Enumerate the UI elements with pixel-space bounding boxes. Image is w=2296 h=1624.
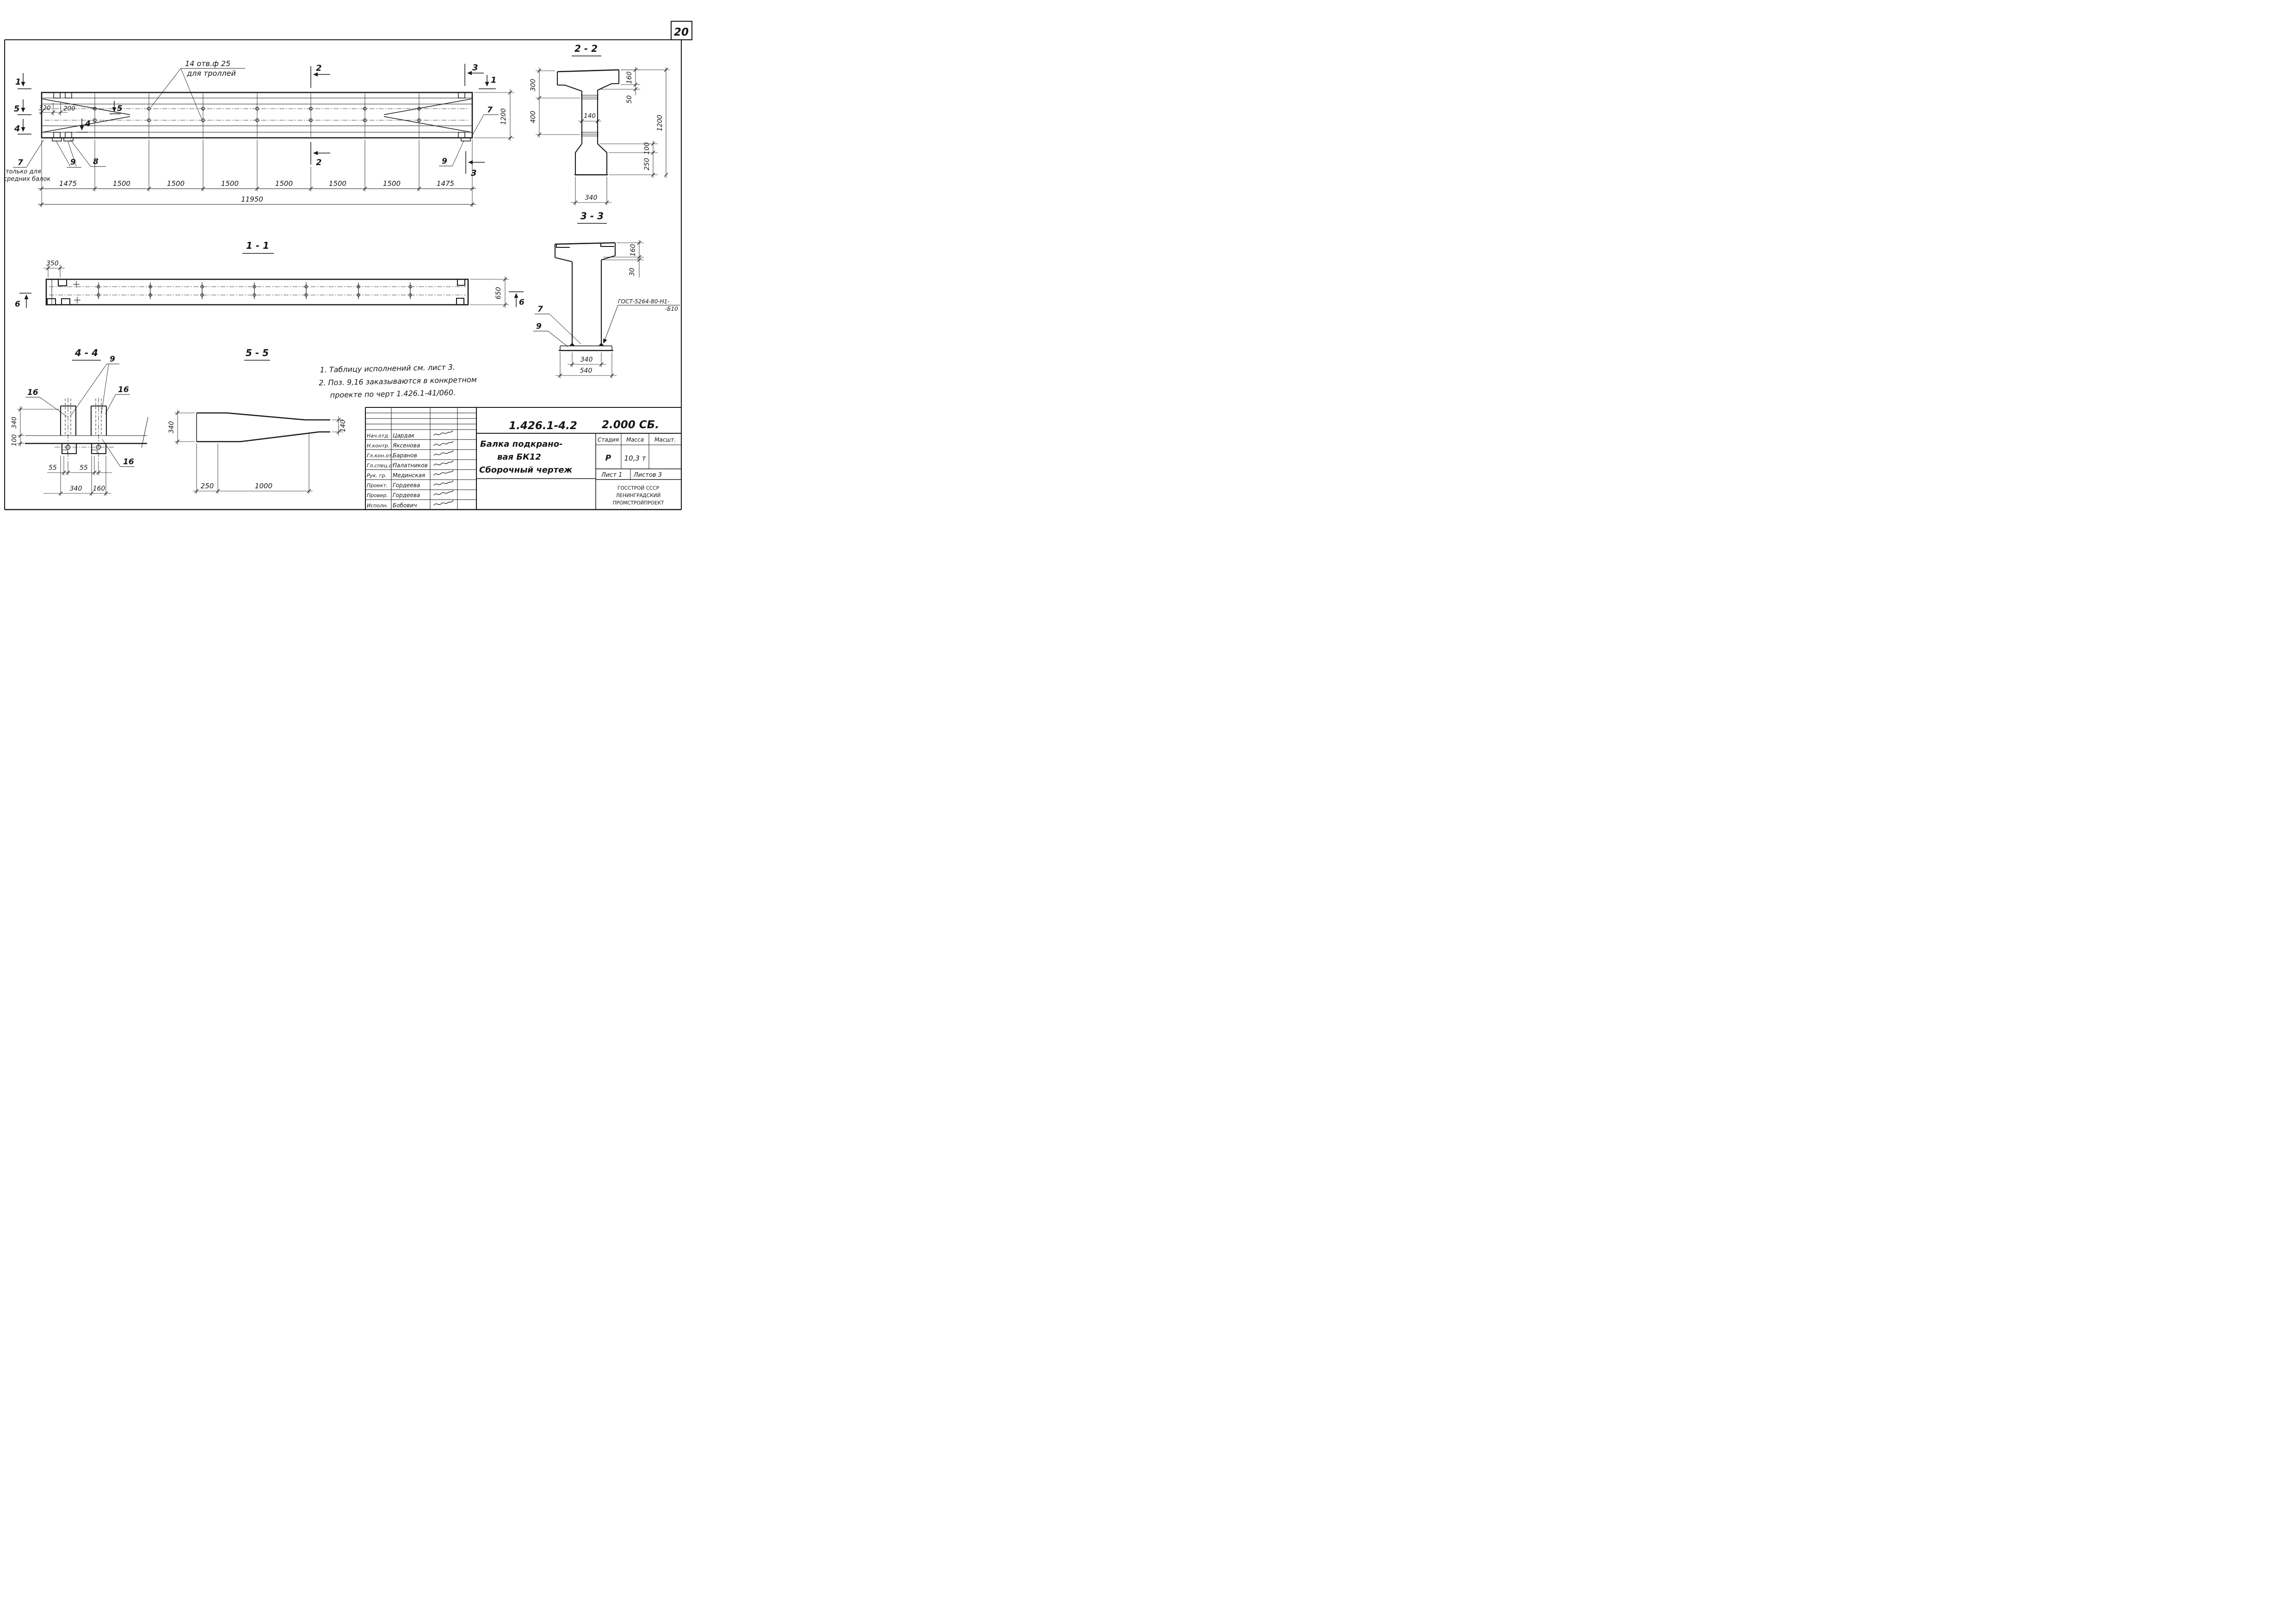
s33-dims-bottom xyxy=(555,352,617,378)
holes-note-line2: для троллей xyxy=(187,69,236,78)
revision-rows xyxy=(365,413,476,430)
marker-1-label: 1 xyxy=(15,77,21,87)
s55-dims-bottom xyxy=(193,434,313,494)
dim-100: 100 xyxy=(11,434,18,446)
signatures xyxy=(434,431,453,505)
plan-holes xyxy=(97,283,412,299)
cut-marker-6-right xyxy=(509,292,525,307)
note-line-2: 2. Поз. 9,16 заказываются в конкретном xyxy=(318,375,477,388)
staff-name: Баранов xyxy=(393,452,417,459)
sheet-cell: Лист 1 xyxy=(601,472,623,479)
pos-9-right xyxy=(439,141,464,166)
s44-dims-left xyxy=(11,406,59,447)
sheets-cell: Листов 3 xyxy=(634,472,662,479)
staff-name: Мединская xyxy=(393,472,426,479)
dim-segment: 1500 xyxy=(112,179,131,188)
drawing-sheet xyxy=(0,0,725,513)
cut-marker-2-top xyxy=(311,63,330,88)
station-lines xyxy=(95,93,419,137)
dim-total: 11950 xyxy=(241,195,263,203)
dim-650: 650 xyxy=(495,287,502,300)
dim-1000: 1000 xyxy=(254,482,273,490)
pos-7-label: 7 xyxy=(18,158,23,167)
weld-gost-line2: -Б10 xyxy=(665,306,678,312)
dim-650 xyxy=(470,277,509,308)
dim-1200-elevation xyxy=(474,89,514,141)
product-title xyxy=(479,439,573,475)
organization xyxy=(613,485,664,506)
document-number: 1.426.1-4.2 xyxy=(509,420,577,432)
dim-segment: 1500 xyxy=(383,179,401,188)
col-scale: Масшт. xyxy=(654,437,676,443)
staff-role: Рук. гр. xyxy=(367,473,387,479)
org-line1: ГОССТРОЙ СССР xyxy=(617,486,659,491)
pos-9-label: 9 xyxy=(442,157,447,166)
dim-140: 140 xyxy=(584,112,596,120)
pos-9-label: 9 xyxy=(70,158,76,167)
marker-1-label: 1 xyxy=(491,75,497,85)
pos-16-label: 16 xyxy=(118,385,129,394)
dim-55: 55 xyxy=(49,464,57,472)
marker-5-label: 5 xyxy=(14,104,20,114)
section-4-4-title: 4 - 4 xyxy=(74,347,99,358)
dim-250: 250 xyxy=(200,482,214,490)
dim-350 xyxy=(43,260,65,277)
s33-pos-labels xyxy=(533,305,581,347)
staff-name: Цардак xyxy=(393,432,415,439)
product-line1: Балка подкрано- xyxy=(480,439,563,449)
dim-segment: 1500 xyxy=(221,179,239,188)
cut-marker-2-bottom xyxy=(311,142,330,167)
pos-7-label: 7 xyxy=(487,105,493,115)
title-block xyxy=(365,407,681,510)
notes xyxy=(318,362,477,400)
dim-160: 160 xyxy=(626,71,633,84)
dim-400: 400 xyxy=(530,111,537,123)
weld-crosses xyxy=(73,281,80,303)
cut-marker-3-top xyxy=(465,63,484,86)
pos-16-label: 16 xyxy=(27,388,38,397)
pos-7-label: 7 xyxy=(537,305,543,314)
marker-5-label: 5 xyxy=(117,104,123,113)
staff-role: Нач.отд. xyxy=(367,433,390,439)
mass-value: 10,3 т xyxy=(624,454,646,462)
s33-weld-note xyxy=(604,298,680,343)
dim-540: 540 xyxy=(580,367,593,375)
cut-marker-1-right xyxy=(479,75,497,89)
marker-2-label: 2 xyxy=(316,158,322,167)
section-4-4 xyxy=(11,347,148,496)
org-line3: ПРОМСТРОЙПРОЕКТ xyxy=(612,500,664,506)
section-1-1 xyxy=(15,240,525,309)
section-2-2 xyxy=(530,43,670,205)
col-mass: Масса xyxy=(626,437,644,443)
page-number-box xyxy=(671,21,692,40)
holes-annotation xyxy=(151,59,245,119)
staff-name: Гордеева xyxy=(393,482,420,489)
weld-fillet xyxy=(599,343,604,346)
page-number: 20 xyxy=(673,26,689,38)
cut-marker-6-left xyxy=(15,293,31,309)
cut-marker-5-left xyxy=(14,99,31,115)
dim-200: 200 xyxy=(63,105,75,112)
product-line3: Сборочный чертеж xyxy=(479,465,573,475)
holes-note-line1: 14 отв.ф 25 xyxy=(185,59,231,68)
col-stage: Стадия xyxy=(597,437,619,443)
note-line-1: 1. Таблицу исполнений см. лист 3. xyxy=(320,363,455,375)
dim-340: 340 xyxy=(69,485,82,492)
cut-marker-4-left xyxy=(14,119,31,134)
s22-dims-right-top xyxy=(599,67,640,104)
beam-elevation xyxy=(4,59,514,207)
cut-marker-4-inner xyxy=(77,118,91,132)
product-line2: вая БК12 xyxy=(497,452,541,462)
dim-1200: 1200 xyxy=(656,115,664,131)
dim-140: 140 xyxy=(339,419,347,432)
pos-16-label: 16 xyxy=(123,457,134,467)
section-1-1-title: 1 - 1 xyxy=(246,240,270,251)
s44-dims-bottom xyxy=(43,455,112,496)
dim-250: 250 xyxy=(643,158,651,171)
s22-dims-right-bottom xyxy=(599,141,658,178)
marker-4-label: 4 xyxy=(14,124,20,134)
trolley-holes xyxy=(93,107,420,122)
dim-320: 320 xyxy=(39,105,51,112)
staff-role: Проект. xyxy=(367,482,388,489)
cut-marker-3-bottom xyxy=(466,151,485,178)
weld-fillet xyxy=(569,343,575,346)
dim-segment: 1500 xyxy=(328,179,347,188)
dim-340v: 340 xyxy=(11,417,18,429)
stage-value: Р xyxy=(605,454,611,463)
staff-role: Провер. xyxy=(367,492,388,498)
dim-segment: 1500 xyxy=(275,179,293,188)
dim-320-200 xyxy=(39,103,75,116)
document-code: 2.000 СБ. xyxy=(602,419,659,431)
end-details xyxy=(52,92,470,141)
section-3-3-title: 3 - 3 xyxy=(580,210,604,221)
staff-role: Н.контр. xyxy=(367,443,390,449)
dim-350: 350 xyxy=(46,260,59,267)
clamp-left xyxy=(61,399,76,454)
dimension-chain xyxy=(38,140,476,207)
sheet-frame xyxy=(5,21,692,510)
dim-160: 160 xyxy=(93,485,105,492)
dim-340: 340 xyxy=(580,356,593,363)
dim-340: 340 xyxy=(168,421,175,434)
staff-role: Гл.кон.от. xyxy=(367,453,394,459)
weld-gost-line1: ГОСТ-5264-80-Н1- xyxy=(618,298,670,305)
section-3-3 xyxy=(533,210,680,378)
staff-name: Яксенова xyxy=(393,442,420,449)
pos-9-label: 9 xyxy=(536,322,542,331)
cut-marker-1-left xyxy=(15,73,31,89)
s55-dim-340 xyxy=(168,410,195,445)
dim-340: 340 xyxy=(585,194,598,202)
note-only-for-line1: только для xyxy=(6,168,41,175)
marker-3-label: 3 xyxy=(472,63,478,73)
dim-segment: 1500 xyxy=(167,179,185,188)
pos-8-label: 8 xyxy=(93,157,99,166)
dim-300: 300 xyxy=(530,79,537,92)
dim-55: 55 xyxy=(80,464,88,472)
pos-labels-left xyxy=(4,140,106,183)
dim-segment: 1475 xyxy=(59,179,77,188)
clamp-right xyxy=(91,399,106,454)
section-2-2-title: 2 - 2 xyxy=(574,43,598,54)
staff-rows xyxy=(365,431,476,509)
dim-30: 30 xyxy=(629,268,636,276)
staff-role: Гл.спец.от. xyxy=(367,462,397,469)
s55-dim-140 xyxy=(332,416,347,436)
staff-name: Палатников xyxy=(393,462,428,469)
staff-name: Гордеева xyxy=(393,492,420,498)
beam-outline xyxy=(42,92,472,138)
pos-9-label: 9 xyxy=(110,355,115,364)
s33-dims-right xyxy=(603,240,644,277)
org-line2: ЛЕНИНГРАДСКИЙ xyxy=(616,493,661,498)
note-only-for-line2: средних балок xyxy=(4,176,51,183)
dim-50: 50 xyxy=(626,95,633,104)
staff-role: Исполн. xyxy=(367,503,388,509)
dim-segment: 1475 xyxy=(436,179,455,188)
s22-dims-left xyxy=(530,68,580,138)
marker-4-label: 4 xyxy=(85,119,91,129)
pos-7-right xyxy=(473,105,499,135)
staff-name: Бобович xyxy=(393,502,417,509)
marker-6-label: 6 xyxy=(519,298,525,307)
marker-6-label: 6 xyxy=(15,300,20,309)
section-5-5-title: 5 - 5 xyxy=(245,347,269,358)
marker-3-label: 3 xyxy=(471,168,477,178)
marker-2-label: 2 xyxy=(316,63,322,73)
dim-160: 160 xyxy=(630,244,637,257)
dim-1200: 1200 xyxy=(500,108,507,125)
s44-pos-labels xyxy=(25,355,135,467)
cut-marker-5-inner xyxy=(110,101,123,114)
note-line-3: проекте по черт 1.426.1-41/060. xyxy=(330,388,456,400)
s22-dim-340 xyxy=(571,177,611,205)
dim-100: 100 xyxy=(643,142,651,155)
drawing-canvas xyxy=(0,0,725,513)
